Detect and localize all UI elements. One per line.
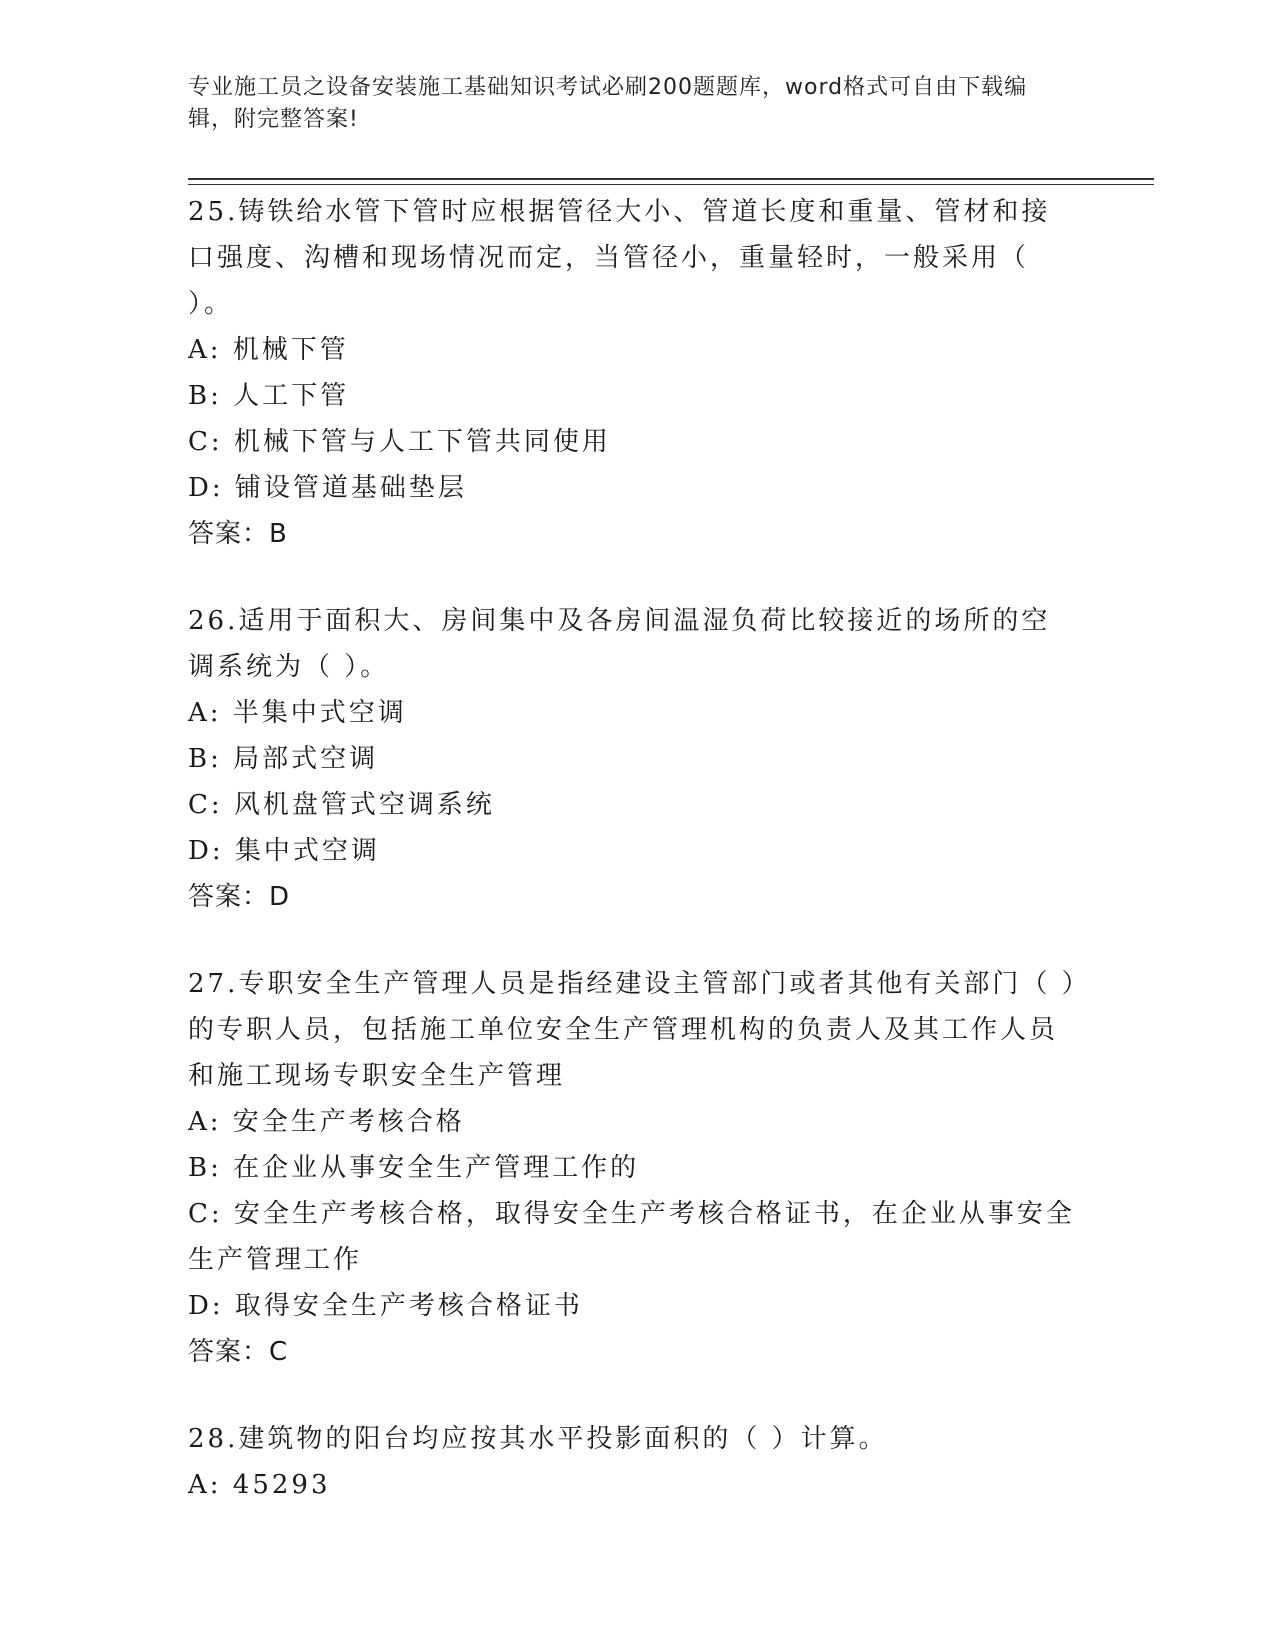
header-divider-thick xyxy=(188,178,1154,180)
question-stem: 26.适用于面积大、房间集中及各房间温湿负荷比较接近的场所的空调系统为（ ）。 xyxy=(188,606,1051,682)
option-b: B: 局部式空调 xyxy=(188,744,379,774)
option-d: D: 铺设管道基础垫层 xyxy=(188,473,467,503)
answer-line: 答案：B xyxy=(188,519,288,549)
question-stem: 25.铸铁给水管下管时应根据管径大小、管道长度和重量、管材和接口强度、沟槽和现场情况而定，当管径小，重量轻时，一般采用（ ）。 xyxy=(188,197,1051,319)
option-c: C: 安全生产考核合格，取得安全生产考核合格证书，在企业从事安全生产管理工作 xyxy=(188,1199,1075,1275)
option-b: B: 人工下管 xyxy=(188,381,350,411)
option-d: D: 集中式空调 xyxy=(188,836,380,866)
option-c: C: 风机盘管式空调系统 xyxy=(188,790,495,820)
option-a: A: 安全生产考核合格 xyxy=(188,1107,465,1137)
question-item xyxy=(188,961,1078,1375)
answer-line: 答案：D xyxy=(188,882,291,912)
header-divider-thin xyxy=(188,184,1154,185)
document-header: 专业施工员之设备安装施工基础知识考试必刷200题题库，word格式可自由下载编辑，附完整答案! xyxy=(188,75,1028,132)
question-item xyxy=(188,598,1078,920)
question-item xyxy=(188,189,1078,557)
option-a: A: 45293 xyxy=(188,1470,331,1500)
question-item xyxy=(188,1416,1078,1508)
option-a: A: 机械下管 xyxy=(188,335,349,365)
option-b: B: 在企业从事安全生产管理工作的 xyxy=(188,1153,640,1183)
question-stem: 27.专职安全生产管理人员是指经建设主管部门或者其他有关部门（ ）的专职人员，包括施工单位安全生产管理机构的负责人及其工作人员和施工现场专职安全生产管理 xyxy=(188,969,1078,1091)
question-stem: 28.建筑物的阳台均应按其水平投影面积的（ ）计算。 xyxy=(188,1424,888,1454)
answer-line: 答案：C xyxy=(188,1337,289,1367)
option-a: A: 半集中式空调 xyxy=(188,698,407,728)
question-list xyxy=(188,189,1078,1549)
option-d: D: 取得安全生产考核合格证书 xyxy=(188,1291,583,1321)
option-c: C: 机械下管与人工下管共同使用 xyxy=(188,427,611,457)
